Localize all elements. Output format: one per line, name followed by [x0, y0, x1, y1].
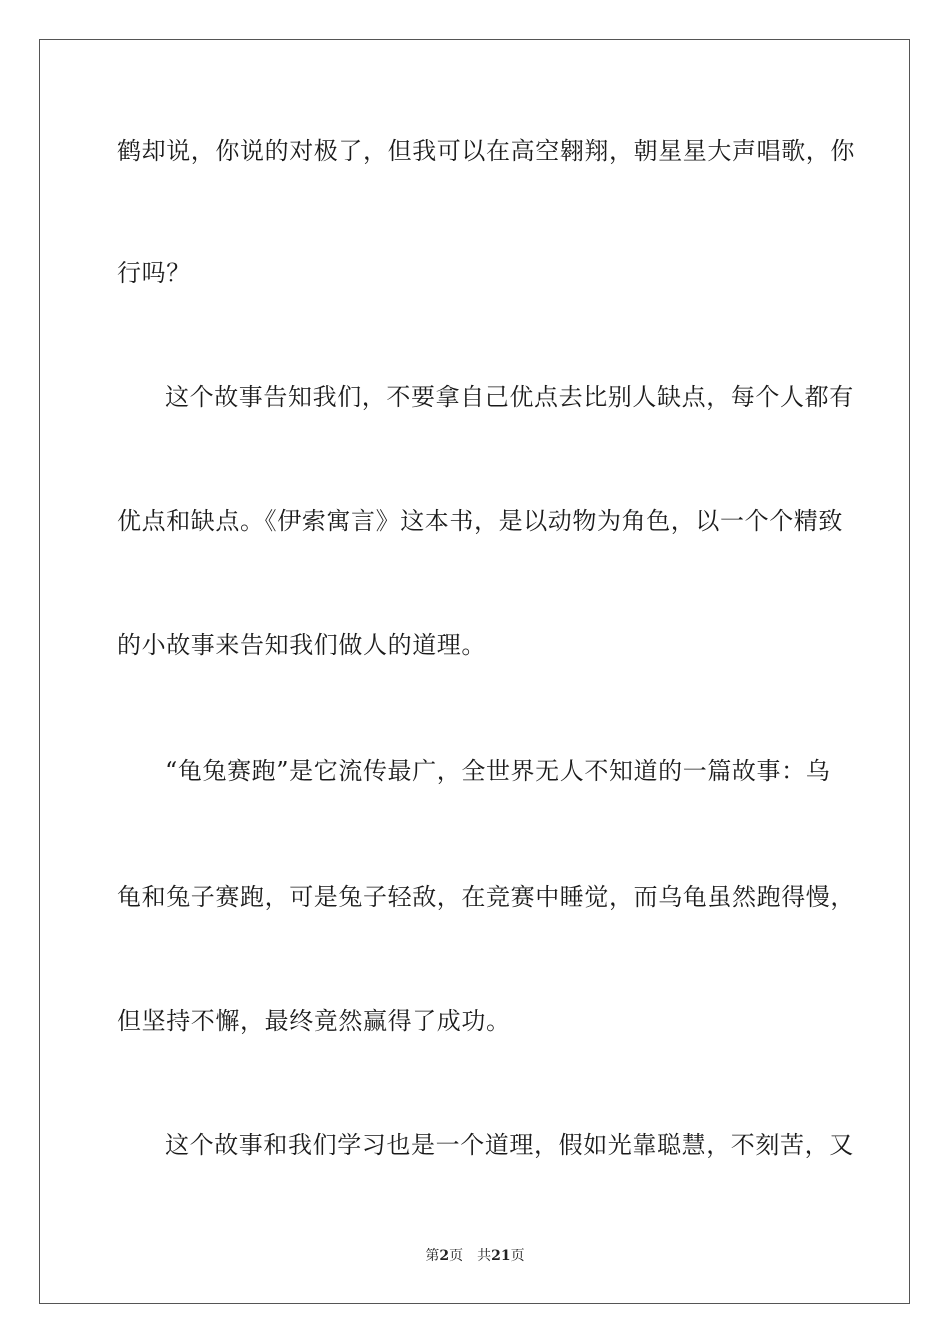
- text-line-3-paragraph-start: 这个故事告知我们，不要拿自己优点去比别人缺点，每个人都有: [165, 383, 854, 411]
- text-line-1: 鹤却说，你说的对极了，但我可以在高空翱翔，朝星星大声唱歌，你: [117, 137, 855, 165]
- text-line-2: 行吗？: [117, 259, 191, 287]
- text-line-9-paragraph-start: 这个故事和我们学习也是一个道理，假如光靠聪慧，不刻苦，又: [165, 1131, 854, 1159]
- text-line-6-paragraph-start: “龟兔赛跑”是它流传最广，全世界无人不知道的一篇故事：乌: [165, 757, 831, 785]
- page-number: 2: [439, 1248, 450, 1264]
- text-line-5: 的小故事来告知我们做人的道理。: [117, 631, 486, 659]
- text-line-8: 但坚持不懈，最终竟然赢得了成功。: [117, 1007, 511, 1035]
- total-pages: 21: [491, 1248, 511, 1264]
- text-line-7: 龟和兔子赛跑，可是兔子轻敌，在竞赛中睡觉，而乌龟虽然跑得慢，: [117, 883, 855, 911]
- page-footer: [0, 1246, 950, 1266]
- page-suffix: 页: [449, 1248, 464, 1264]
- total-suffix: 页: [510, 1248, 525, 1264]
- page-prefix: 第: [425, 1248, 440, 1264]
- total-prefix: 共: [477, 1248, 492, 1264]
- page-border: [39, 39, 910, 1304]
- text-line-4: 优点和缺点。《伊索寓言》这本书，是以动物为角色，以一个个精致: [117, 507, 843, 535]
